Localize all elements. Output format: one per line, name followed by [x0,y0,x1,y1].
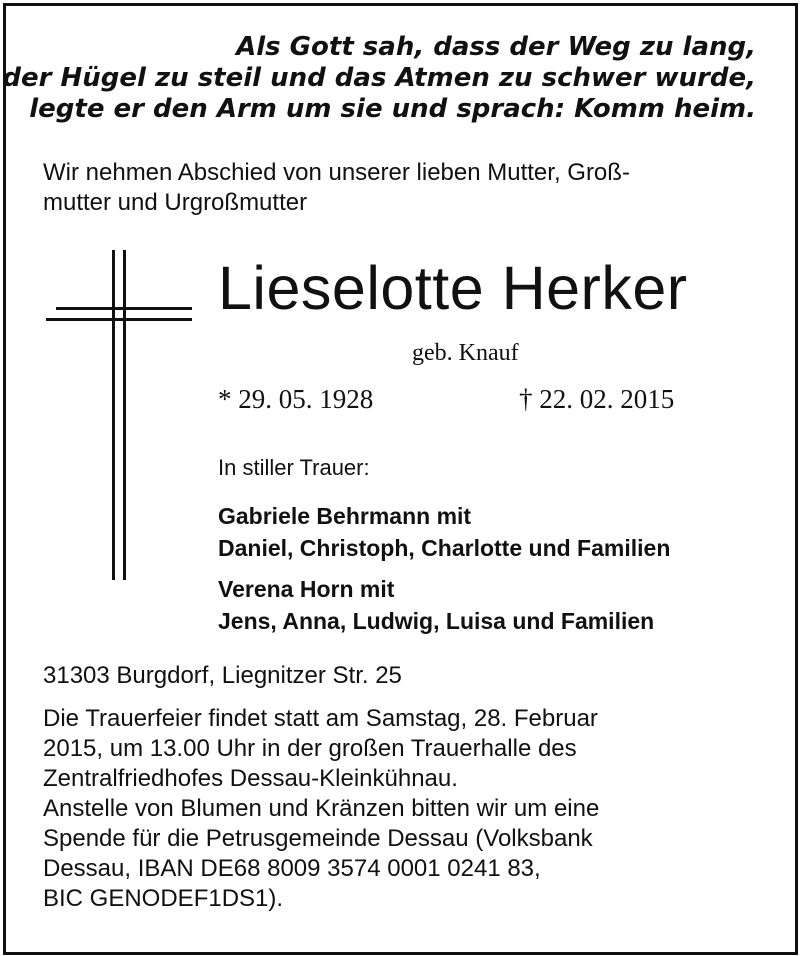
notice-line: Dessau, IBAN DE68 8009 3574 0001 0241 83, [43,855,541,882]
notice-line: BIC GENODEF1DS1). [43,885,284,912]
deceased-name: Lieselotte Herker [218,254,688,322]
birth-name: geb. Knauf [412,340,519,366]
address: 31303 Burgdorf, Liegnitzer Str. 25 [43,662,402,689]
poem [2,32,756,125]
intro-line: Wir nehmen Abschied von unserer lieben Mutter, Groß- [43,159,630,186]
notice-line: Zentralfriedhofes Dessau-Kleinkühnau. [43,765,458,792]
mourning-heading: In stiller Trauer: [218,455,370,480]
family-line: Daniel, Christoph, Charlotte und Familien [218,535,671,561]
poem-line: legte er den Arm um sie und sprach: Komm heim. [29,94,756,124]
family-group [218,573,654,637]
notice-line: Anstelle von Blumen und Kränzen bitten wir um eine [43,795,600,822]
death-date: † 22. 02. 2015 [519,384,675,414]
cross-icon [46,250,192,580]
funeral-notice [43,704,599,914]
poem-line: der Hügel zu steil und das Atmen zu schwer wurde, [2,63,756,93]
poem-line: Als Gott sah, dass der Weg zu lang, [236,32,756,62]
birth-date: * 29. 05. 1928 [218,384,374,414]
intro-line: mutter und Urgroßmutter [43,189,308,216]
family-line: Jens, Anna, Ludwig, Luisa und Familien [218,608,655,634]
notice-line: Spende für die Petrusgemeinde Dessau (Volksbank [43,825,593,852]
family-group [218,500,670,564]
notice-line: Die Trauerfeier findet statt am Samstag, 28. Februar [43,705,598,732]
notice-line: 2015, um 13.00 Uhr in der großen Trauerhalle des [43,735,577,762]
family-line: Gabriele Behrmann mit [218,503,472,529]
family-line: Verena Horn mit [218,576,395,602]
intro-text [43,158,763,218]
